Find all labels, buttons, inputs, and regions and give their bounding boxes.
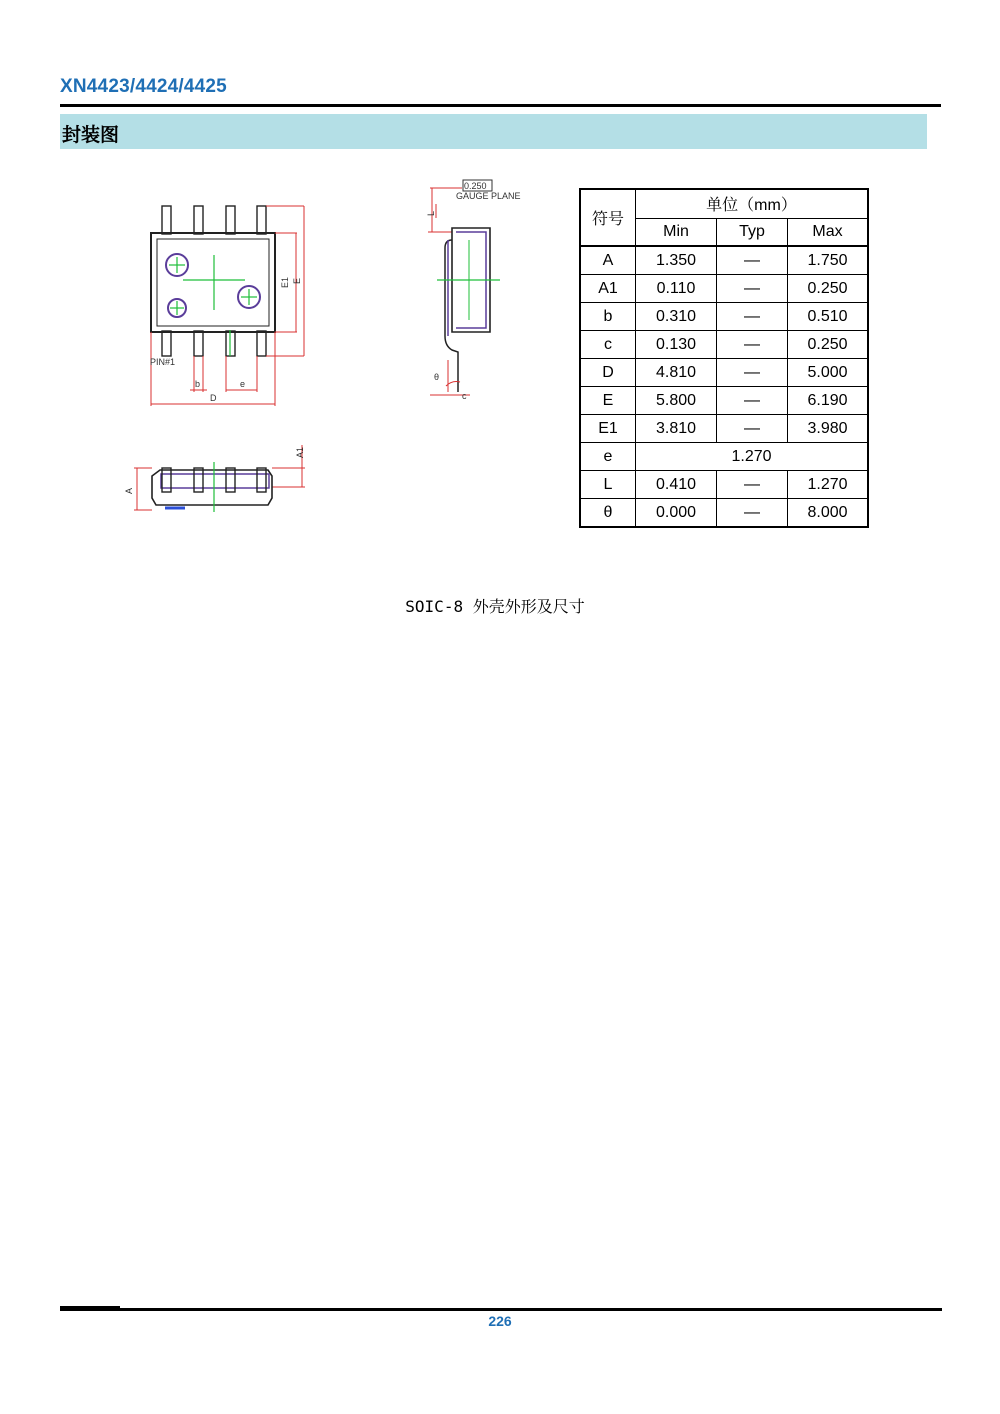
footer-rule bbox=[60, 1308, 942, 1311]
min-cell: 0.110 bbox=[636, 275, 717, 303]
typ-cell: — bbox=[717, 275, 788, 303]
front-view bbox=[124, 445, 305, 512]
gauge-plane-label: GAUGE PLANE bbox=[456, 191, 521, 201]
top-view-marks bbox=[166, 254, 260, 356]
symbol-cell: e bbox=[580, 443, 636, 471]
dim-E1-label: E1 bbox=[280, 276, 290, 288]
min-cell: 0.410 bbox=[636, 471, 717, 499]
table-row bbox=[580, 471, 868, 499]
document-title: XN4423/4424/4425 bbox=[60, 76, 227, 97]
side-view bbox=[426, 180, 521, 401]
symbol-cell: E1 bbox=[580, 415, 636, 443]
dim-L-label: L bbox=[426, 210, 436, 216]
typ-cell: — bbox=[717, 387, 788, 415]
min-cell: 5.800 bbox=[636, 387, 717, 415]
table-row bbox=[580, 359, 868, 387]
typ-cell: — bbox=[717, 246, 788, 275]
table-row bbox=[580, 246, 868, 275]
typ-cell: — bbox=[717, 359, 788, 387]
symbol-header: 符号 bbox=[580, 189, 636, 246]
min-header: Min bbox=[636, 218, 717, 246]
table-row bbox=[580, 443, 868, 471]
dim-e-label: e bbox=[240, 379, 246, 389]
min-cell: 0.130 bbox=[636, 331, 717, 359]
symbol-cell: c bbox=[580, 331, 636, 359]
pin-bottom-1 bbox=[162, 331, 171, 356]
dim-theta-label: θ bbox=[434, 372, 440, 382]
pin-top-4 bbox=[257, 206, 266, 234]
table-row bbox=[580, 415, 868, 443]
top-view bbox=[151, 206, 275, 356]
package-body-inner bbox=[157, 239, 269, 326]
dim-c-label: c bbox=[462, 391, 467, 401]
min-cell: 0.000 bbox=[636, 499, 717, 528]
nominal-cell: 1.270 bbox=[636, 443, 869, 471]
dim-b-label: b bbox=[195, 379, 201, 389]
typ-cell: — bbox=[717, 331, 788, 359]
max-cell: 3.980 bbox=[788, 415, 869, 443]
pin-top-2 bbox=[194, 206, 203, 234]
symbol-cell: b bbox=[580, 303, 636, 331]
pin-top-3 bbox=[226, 206, 235, 234]
package-body bbox=[151, 233, 275, 332]
table-row bbox=[580, 275, 868, 303]
max-cell: 5.000 bbox=[788, 359, 869, 387]
symbol-cell: A bbox=[580, 246, 636, 275]
dim-A-label: A bbox=[124, 487, 134, 494]
typ-cell: — bbox=[717, 415, 788, 443]
top-view-dimensions bbox=[151, 206, 304, 406]
max-cell: 1.270 bbox=[788, 471, 869, 499]
table-row bbox=[580, 499, 868, 528]
max-cell: 8.000 bbox=[788, 499, 869, 528]
symbol-cell: A1 bbox=[580, 275, 636, 303]
dim-E-label: E bbox=[292, 277, 302, 284]
page-number: 226 bbox=[488, 1313, 512, 1329]
max-cell: 1.750 bbox=[788, 246, 869, 275]
gauge-value-label: 0.250 bbox=[464, 181, 487, 191]
dim-A1-label: A1 bbox=[295, 446, 305, 458]
min-cell: 3.810 bbox=[636, 415, 717, 443]
pin-bottom-2 bbox=[194, 331, 203, 356]
figure-caption: SOIC-8 外壳外形及尺寸 bbox=[405, 597, 585, 616]
dim-D-label: D bbox=[210, 393, 217, 403]
symbol-cell: θ bbox=[580, 499, 636, 528]
dimension-table bbox=[579, 188, 869, 528]
max-cell: 0.510 bbox=[788, 303, 869, 331]
pin-bottom-4 bbox=[257, 331, 266, 356]
typ-header: Typ bbox=[717, 218, 788, 246]
symbol-cell: E bbox=[580, 387, 636, 415]
typ-cell: — bbox=[717, 499, 788, 528]
max-cell: 6.190 bbox=[788, 387, 869, 415]
max-cell: 0.250 bbox=[788, 275, 869, 303]
max-cell: 0.250 bbox=[788, 331, 869, 359]
table-row bbox=[580, 331, 868, 359]
typ-cell: — bbox=[717, 303, 788, 331]
min-cell: 4.810 bbox=[636, 359, 717, 387]
pin1-label: PIN#1 bbox=[150, 357, 176, 367]
table-row bbox=[580, 387, 868, 415]
min-cell: 1.350 bbox=[636, 246, 717, 275]
section-title: 封装图 bbox=[62, 124, 120, 146]
symbol-cell: D bbox=[580, 359, 636, 387]
unit-header: 单位（mm） bbox=[636, 189, 869, 218]
min-cell: 0.310 bbox=[636, 303, 717, 331]
table-row bbox=[580, 303, 868, 331]
symbol-cell: L bbox=[580, 471, 636, 499]
typ-cell: — bbox=[717, 471, 788, 499]
pin-top-1 bbox=[162, 206, 171, 234]
max-header: Max bbox=[788, 218, 869, 246]
